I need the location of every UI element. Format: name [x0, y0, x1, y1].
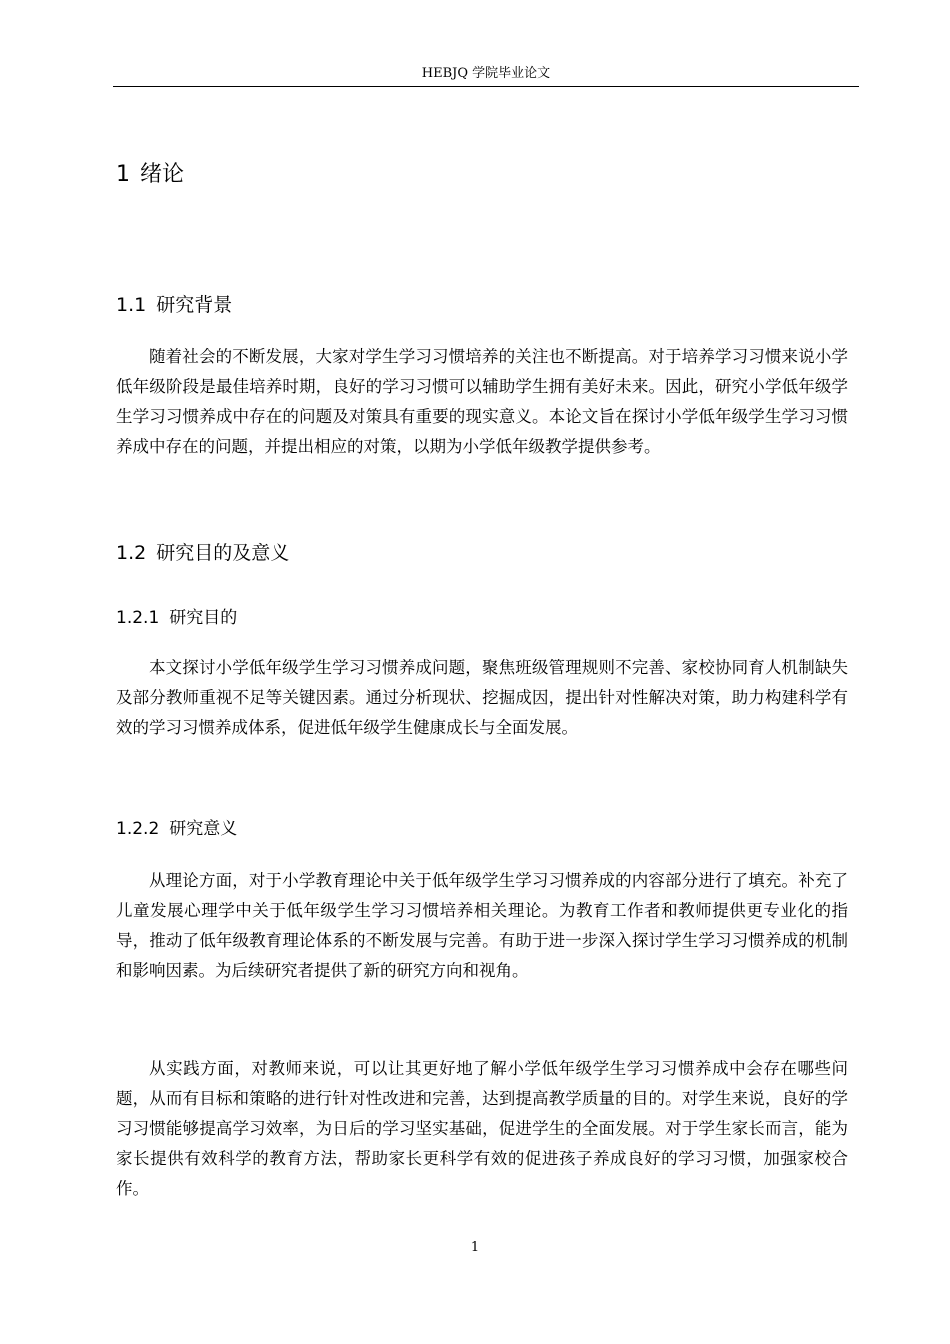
chapter-number: 1 [116, 162, 130, 187]
subsection-number: 1.2.1 [116, 608, 160, 628]
subsection-title: 研究意义 [169, 819, 238, 839]
header-title: HEBJQ 学院毕业论文 [421, 66, 551, 81]
section-heading-background [116, 291, 232, 319]
section-title: 研究目的及意义 [156, 542, 290, 564]
chapter-heading [116, 160, 184, 190]
paragraph-theory: 从理论方面，对于小学教育理论中关于低年级学生学习习惯养成的内容部分进行了填充。补充了儿童发展心理学中关于低年级学生学习习惯培养相关理论。为教育工作者和教师提供更专业化的指导，推动了低年级教育理论体系的不断发展与完善。有助于进一步深入探讨学生学习习惯养成的机制和影响因素。为后续研究者提供了新的研究方向和视角。 [116, 871, 848, 980]
section-title: 研究背景 [156, 294, 233, 316]
section-number: 1.1 [116, 294, 147, 316]
section-heading-purpose-significance [116, 539, 289, 567]
subsection-title: 研究目的 [169, 608, 238, 628]
subsection-heading-significance [116, 816, 237, 842]
subsection-heading-purpose [116, 605, 237, 631]
paragraph-practice: 从实践方面，对教师来说，可以让其更好地了解小学低年级学生学习习惯养成中会存在哪些问题，从而有目标和策略的进行针对性改进和完善，达到提高教学质量的目的。对学生来说，良好的学习习惯能够提高学习效率，为日后的学习坚实基础，促进学生的全面发展。对于学生家长而言，能为家长提供有效科学的教育方法，帮助家长更科学有效的促进孩子养成良好的学习习惯，加强家校合作。 [116, 1059, 848, 1198]
section-number: 1.2 [116, 542, 147, 564]
page-header [113, 64, 859, 87]
page-number: 1 [470, 1240, 480, 1255]
subsection-number: 1.2.2 [116, 819, 160, 839]
paragraph-purpose: 本文探讨小学低年级学生学习习惯养成问题，聚焦班级管理规则不完善、家校协同育人机制缺失及部分教师重视不足等关键因素。通过分析现状、挖掘成因，提出针对性解决对策，助力构建科学有效的学习习惯养成体系，促进低年级学生健康成长与全面发展。 [116, 658, 848, 737]
chapter-title: 绪论 [140, 162, 185, 187]
paragraph-background: 随着社会的不断发展，大家对学生学习习惯培养的关注也不断提高。对于培养学习习惯来说小学低年级阶段是最佳培养时期，良好的学习习惯可以辅助学生拥有美好未来。因此，研究小学低年级学生学习习惯养成中存在的问题及对策具有重要的现实意义。本论文旨在探讨小学低年级学生学习习惯养成中存在的问题，并提出相应的对策，以期为小学低年级教学提供参考。 [116, 347, 848, 456]
